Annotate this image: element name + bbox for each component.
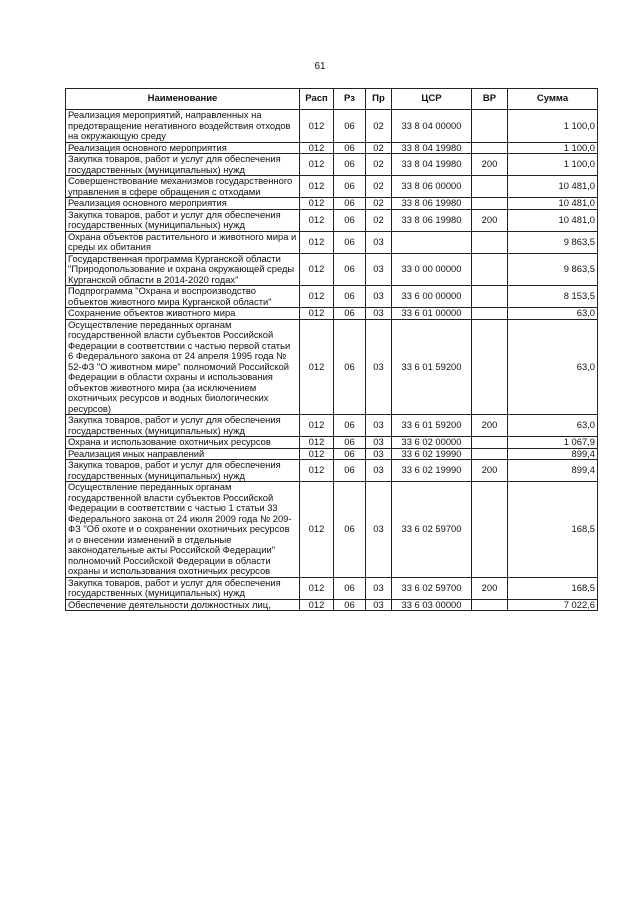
- cell-csr: 33 6 01 59200: [392, 319, 472, 415]
- cell-rz: 06: [334, 599, 366, 611]
- cell-rasp: 012: [300, 176, 334, 198]
- cell-name: Реализация основного мероприятия: [66, 198, 300, 210]
- cell-name: Реализация мероприятий, направленных на предотвращение негативного воздействия отходов на окружающую среду: [66, 110, 300, 143]
- cell-name: Реализация иных направлений: [66, 448, 300, 460]
- cell-rasp: 012: [300, 209, 334, 231]
- cell-rz: 06: [334, 286, 366, 308]
- cell-pr: 03: [366, 415, 392, 437]
- cell-sum: 9 863,5: [508, 253, 598, 286]
- cell-rasp: 012: [300, 110, 334, 143]
- cell-vr: [472, 599, 508, 611]
- cell-name: Обеспечение деятельности должностных лиц,: [66, 599, 300, 611]
- cell-pr: 03: [366, 482, 392, 578]
- cell-sum: 1 100,0: [508, 154, 598, 176]
- cell-name: Закупка товаров, работ и услуг для обеспечения государственных (муниципальных) нужд: [66, 415, 300, 437]
- cell-sum: 8 153,5: [508, 286, 598, 308]
- table-row: [66, 415, 598, 437]
- cell-pr: 03: [366, 577, 392, 599]
- table-row: [66, 448, 598, 460]
- cell-name: Реализация основного мероприятия: [66, 142, 300, 154]
- cell-name: Закупка товаров, работ и услуг для обеспечения государственных (муниципальных) нужд: [66, 577, 300, 599]
- cell-vr: [472, 110, 508, 143]
- cell-pr: 02: [366, 176, 392, 198]
- header-vr: ВР: [472, 89, 508, 110]
- cell-csr: 33 8 06 19980: [392, 198, 472, 210]
- header-rz: Рз: [334, 89, 366, 110]
- cell-name: Совершенствование механизмов государственного управления в сфере обращения с отходами: [66, 176, 300, 198]
- header-sum: Сумма: [508, 89, 598, 110]
- cell-name: Охрана и использование охотничьих ресурсов: [66, 437, 300, 449]
- cell-rasp: 012: [300, 253, 334, 286]
- cell-rz: 06: [334, 460, 366, 482]
- header-csr: ЦСР: [392, 89, 472, 110]
- table-row: [66, 209, 598, 231]
- cell-vr: [472, 198, 508, 210]
- cell-sum: 10 481,0: [508, 176, 598, 198]
- cell-rz: 06: [334, 154, 366, 176]
- cell-rz: 06: [334, 253, 366, 286]
- cell-pr: 03: [366, 460, 392, 482]
- cell-rz: 06: [334, 209, 366, 231]
- cell-pr: 02: [366, 209, 392, 231]
- cell-vr: [472, 231, 508, 253]
- cell-rasp: 012: [300, 599, 334, 611]
- table-row: [66, 176, 598, 198]
- cell-vr: [472, 142, 508, 154]
- cell-pr: 03: [366, 231, 392, 253]
- cell-csr: 33 6 02 59700: [392, 482, 472, 578]
- cell-pr: 03: [366, 319, 392, 415]
- table-row: [66, 154, 598, 176]
- page-number: 61: [314, 61, 326, 72]
- cell-rz: 06: [334, 198, 366, 210]
- table-header-row: [66, 89, 598, 110]
- cell-pr: 03: [366, 437, 392, 449]
- cell-sum: 1 100,0: [508, 110, 598, 143]
- cell-rasp: 012: [300, 198, 334, 210]
- cell-csr: 33 6 02 59700: [392, 577, 472, 599]
- cell-csr: 33 6 02 19990: [392, 460, 472, 482]
- cell-rasp: 012: [300, 437, 334, 449]
- cell-sum: 899,4: [508, 460, 598, 482]
- cell-vr: [472, 176, 508, 198]
- table-row: [66, 599, 598, 611]
- cell-rasp: 012: [300, 286, 334, 308]
- cell-pr: 03: [366, 308, 392, 320]
- table-row: [66, 437, 598, 449]
- cell-sum: 168,5: [508, 482, 598, 578]
- cell-name: Подпрограмма "Охрана и воспроизводство объектов животного мира Курганской области": [66, 286, 300, 308]
- table-row: [66, 198, 598, 210]
- cell-rasp: 012: [300, 415, 334, 437]
- cell-sum: 63,0: [508, 415, 598, 437]
- table-row: [66, 460, 598, 482]
- cell-pr: 02: [366, 198, 392, 210]
- cell-sum: 1 100,0: [508, 142, 598, 154]
- table-row: [66, 231, 598, 253]
- table-row: [66, 142, 598, 154]
- cell-csr: 33 0 00 00000: [392, 253, 472, 286]
- cell-pr: 03: [366, 599, 392, 611]
- cell-vr: [472, 437, 508, 449]
- cell-name: Закупка товаров, работ и услуг для обеспечения государственных (муниципальных) нужд: [66, 460, 300, 482]
- cell-csr: 33 6 02 00000: [392, 437, 472, 449]
- cell-rasp: 012: [300, 448, 334, 460]
- table-row: [66, 482, 598, 578]
- cell-sum: 10 481,0: [508, 209, 598, 231]
- cell-rz: 06: [334, 142, 366, 154]
- cell-rz: 06: [334, 577, 366, 599]
- cell-vr: [472, 448, 508, 460]
- header-pr: Пр: [366, 89, 392, 110]
- cell-sum: 63,0: [508, 319, 598, 415]
- table-row: [66, 110, 598, 143]
- cell-pr: 02: [366, 110, 392, 143]
- cell-name: Охрана объектов растительного и животного мира и среды их обитания: [66, 231, 300, 253]
- cell-vr: 200: [472, 415, 508, 437]
- cell-pr: 03: [366, 286, 392, 308]
- table-row: [66, 577, 598, 599]
- cell-vr: [472, 482, 508, 578]
- table-row: [66, 319, 598, 415]
- cell-vr: [472, 253, 508, 286]
- cell-csr: 33 8 04 19980: [392, 142, 472, 154]
- cell-pr: 03: [366, 253, 392, 286]
- table-row: [66, 308, 598, 320]
- cell-name: Закупка товаров, работ и услуг для обеспечения государственных (муниципальных) нужд: [66, 209, 300, 231]
- cell-vr: [472, 308, 508, 320]
- cell-pr: 02: [366, 142, 392, 154]
- cell-vr: 200: [472, 577, 508, 599]
- cell-csr: 33 8 04 19980: [392, 154, 472, 176]
- cell-name: Осуществление переданных органам государственной власти субъектов Российской Федерации в соответствии с частью первой статьи 6 Федерального закона от 24 апреля 1995 года № 52-ФЗ "О животном мире" полномочий Российской Федерации в области охраны и использования объектов животного мира (за исключением охотничьих ресурсов и водных биологических ресурсов): [66, 319, 300, 415]
- cell-csr: 33 6 01 59200: [392, 415, 472, 437]
- cell-csr: 33 6 03 00000: [392, 599, 472, 611]
- cell-rz: 06: [334, 110, 366, 143]
- cell-vr: 200: [472, 460, 508, 482]
- cell-rasp: 012: [300, 482, 334, 578]
- table-row: [66, 286, 598, 308]
- cell-pr: 02: [366, 154, 392, 176]
- cell-name: Осуществление переданных органам государственной власти субъектов Российской Федерации в соответствии с частью 1 статьи 33 Федерального закона от 24 июля 2009 года № 209-ФЗ "Об охоте и о сохранении охотничьих ресурсов и о внесении изменений в отдельные законодательные акты Российской Федерации" полномочий Российской Федерации в области охраны и использования охотничьих ресурсов: [66, 482, 300, 578]
- cell-csr: [392, 231, 472, 253]
- header-name: Наименование: [66, 89, 300, 110]
- cell-sum: 7 022,6: [508, 599, 598, 611]
- cell-rasp: 012: [300, 308, 334, 320]
- cell-vr: 200: [472, 154, 508, 176]
- table-row: [66, 253, 598, 286]
- cell-sum: 9 863,5: [508, 231, 598, 253]
- cell-rz: 06: [334, 308, 366, 320]
- cell-rasp: 012: [300, 460, 334, 482]
- cell-sum: 899,4: [508, 448, 598, 460]
- cell-name: Закупка товаров, работ и услуг для обеспечения государственных (муниципальных) нужд: [66, 154, 300, 176]
- cell-rasp: 012: [300, 154, 334, 176]
- cell-rasp: 012: [300, 231, 334, 253]
- cell-sum: 168,5: [508, 577, 598, 599]
- cell-csr: 33 6 02 19990: [392, 448, 472, 460]
- cell-rasp: 012: [300, 577, 334, 599]
- cell-vr: 200: [472, 209, 508, 231]
- cell-name: Сохранение объектов животного мира: [66, 308, 300, 320]
- cell-rasp: 012: [300, 319, 334, 415]
- cell-rz: 06: [334, 176, 366, 198]
- cell-csr: 33 8 04 00000: [392, 110, 472, 143]
- cell-sum: 1 067,9: [508, 437, 598, 449]
- cell-sum: 10 481,0: [508, 198, 598, 210]
- cell-vr: [472, 319, 508, 415]
- cell-csr: 33 8 06 19980: [392, 209, 472, 231]
- cell-pr: 03: [366, 448, 392, 460]
- cell-csr: 33 6 00 00000: [392, 286, 472, 308]
- cell-csr: 33 8 06 00000: [392, 176, 472, 198]
- cell-rz: 06: [334, 437, 366, 449]
- cell-rz: 06: [334, 415, 366, 437]
- cell-rz: 06: [334, 482, 366, 578]
- cell-rz: 06: [334, 231, 366, 253]
- budget-table: [65, 88, 598, 611]
- cell-name: Государственная программа Курганской области "Природопользование и охрана окружающей среды Курганской области в 2014-2020 годах": [66, 253, 300, 286]
- cell-sum: 63,0: [508, 308, 598, 320]
- cell-csr: 33 6 01 00000: [392, 308, 472, 320]
- cell-rz: 06: [334, 319, 366, 415]
- cell-rz: 06: [334, 448, 366, 460]
- header-rasp: Расп: [300, 89, 334, 110]
- cell-rasp: 012: [300, 142, 334, 154]
- cell-vr: [472, 286, 508, 308]
